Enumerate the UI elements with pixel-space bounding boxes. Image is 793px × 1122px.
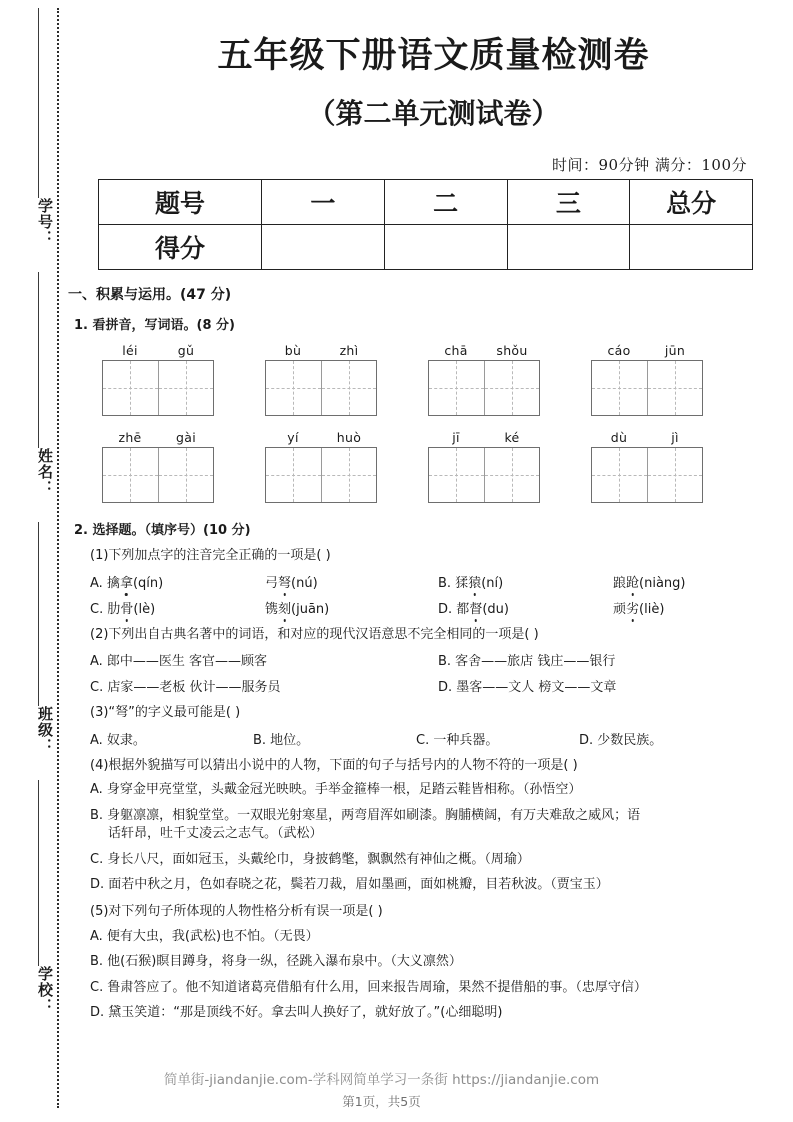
question-2-2-stem: (2)下列出自古典名著中的词语，和对应的现代汉语意思不完全相同的一项是( ) [90,626,539,642]
option-2-3-c[interactable]: C. 一种兵器。 [416,732,499,748]
pinyin-grid-row [64,343,793,416]
pinyin-label [102,343,214,358]
score-input-cell-total[interactable] [630,225,753,270]
option-2-1-a2[interactable] [265,572,438,591]
pinyin-syllable: yí [287,430,299,445]
option-2-4-a[interactable] [90,781,793,799]
option-text: A. 身穿金甲亮堂堂，头戴金冠光映映。手举金箍棒一根，足踏云鞋皆相称。（孙悟空） [90,782,582,798]
option-row [90,572,793,591]
option-dotted-char: 督 [469,598,482,617]
writing-cell[interactable] [592,448,647,502]
option-char: 都 [456,601,470,617]
exam-page [64,0,793,1122]
option-label: B. [438,575,452,591]
option-char: 镌 [265,601,279,617]
writing-cell[interactable] [429,361,484,415]
option-2-5-c[interactable] [90,979,793,997]
option-pinyin: (liè) [639,601,665,617]
writing-cell[interactable] [484,448,539,502]
pinyin-item [418,343,581,416]
writing-grid[interactable] [102,447,214,503]
writing-cell[interactable] [592,361,647,415]
option-label: C. [90,601,104,617]
writing-cell[interactable] [158,448,213,502]
option-2-3-a[interactable]: A. 奴隶。 [90,732,146,748]
score-input-cell-3[interactable] [507,225,630,270]
pinyin-syllable: jūn [664,343,686,358]
writing-grid[interactable] [591,360,703,416]
option-2-3-d[interactable]: D. 少数民族。 [579,732,663,748]
option-label: A. [90,575,103,591]
option-text: D. 面若中秋之月，色如春晓之花，鬓若刀裁，眉如墨画，面如桃瓣，目若秋波。（贾宝玉） [90,877,609,892]
option-2-2-b[interactable]: B. 客舍——旅店 钱庄——银行 [438,654,616,670]
option-dotted-char: 刻 [278,598,291,617]
option-2-4-c[interactable] [90,851,793,869]
table-header-cell: 题号 [99,180,262,225]
pinyin-syllable: léi [122,343,138,358]
seal-rule [38,780,39,966]
pinyin-item [92,343,255,416]
writing-grid[interactable] [591,447,703,503]
exam-meta-line: 时间：90分钟 满分：100分 [552,156,747,174]
option-2-2-c[interactable]: C. 店家——老板 伙计——服务员 [90,680,281,696]
pinyin-item [418,430,581,503]
table-header-cell-score: 得分 [99,225,262,270]
option-label: D. [438,601,453,617]
option-pinyin: (qín) [132,575,164,591]
option-dotted-char: 弩 [278,572,291,591]
pinyin-item [255,343,418,416]
option-2-3-b[interactable]: B. 地位。 [253,732,310,748]
score-input-cell-1[interactable] [262,225,385,270]
score-input-cell-2[interactable] [384,225,507,270]
pinyin-syllable: jì [671,430,679,445]
question-2-3-stem: (3)“弩”的字义最可能是( ) [90,705,241,721]
writing-grid[interactable] [265,447,377,503]
writing-grid[interactable] [102,360,214,416]
pinyin-label [591,343,703,358]
option-row [90,729,793,748]
option-2-4-d[interactable] [90,876,793,894]
table-row [99,180,753,225]
writing-grid[interactable] [428,360,540,416]
seal-label-name: 姓名： [36,448,54,496]
option-pinyin: (ní) [481,575,504,591]
pinyin-syllable: huò [336,430,362,445]
question-2-title: 2. 选择题。（填序号）(10 分) [74,523,251,538]
option-2-1-c2[interactable] [265,598,438,617]
seal-label-class: 班级： [36,706,54,754]
option-text-continued: 话轩昂，吐千丈凌云之志气。（武松） [108,826,323,842]
footer-watermark: 简单街-jiandanjie.com-学科网简单学习一条街 https://jiandanjie.com [163,1072,600,1088]
pinyin-syllable: dù [610,430,628,445]
pinyin-syllable: cáo [607,343,631,358]
seal-dotted-line [57,8,59,1108]
question-2-1-stem: (1)下列加点字的注音完全正确的一项是( ) [90,548,331,563]
option-text: B. 身躯凛凛，相貌堂堂。一双眼光射寒星，两弯眉浑如刷漆。胸脯横阔，有万夫难敌之威风；语 [90,807,641,823]
option-2-1-b[interactable] [438,572,613,591]
option-row [90,676,793,695]
option-char: 猱 [455,575,469,591]
pinyin-label [591,430,703,445]
pinyin-syllable: gǔ [177,343,195,358]
pinyin-label [102,430,214,445]
option-pinyin: (nú) [291,575,318,591]
writing-cell[interactable] [158,361,213,415]
pinyin-syllable: bù [284,343,302,358]
pinyin-item [255,430,418,503]
option-2-4-b[interactable] [90,807,793,844]
seal-rule [38,272,39,448]
option-char: 踉 [613,575,627,591]
seal-rule [38,522,39,706]
page-title: 五年级下册语文质量检测卷 [217,35,650,76]
option-text: C. 鲁肃答应了。他不知道诸葛亮借船有什么用，回来报告周瑜，果然不提借船的事。（忠厚守信） [90,979,647,995]
option-text: C. 身长八尺，面如冠玉，头戴纶巾，身披鹤氅，飘飘然有神仙之概。（周瑜） [90,851,530,867]
option-pinyin: (juān) [291,601,330,617]
seal-margin [0,0,64,1122]
option-dotted-char: 猿 [468,572,481,591]
option-char: 弓 [265,575,279,591]
option-pinyin: (du) [482,601,509,617]
page-subtitle: （第二单元测试卷） [307,97,560,130]
writing-grid[interactable] [265,360,377,416]
option-row [90,650,793,669]
option-2-5-a[interactable] [90,928,793,946]
pinyin-syllable: ké [504,430,520,445]
table-row [99,225,753,270]
writing-cell[interactable] [647,448,702,502]
writing-cell[interactable] [321,448,376,502]
option-2-1-b2[interactable] [613,572,773,591]
option-2-1-d[interactable] [438,598,613,617]
table-cell-section-2: 二 [384,180,507,225]
writing-cell[interactable] [321,361,376,415]
option-text: B. 他(石猴)瞑目蹲身，将身一纵，径跳入瀑布泉中。（大义凛然） [90,954,462,970]
table-cell-section-1: 一 [262,180,385,225]
question-2-5-stem: (5)对下列句子所体现的人物性格分析有误一项是( ) [90,904,383,920]
writing-cell[interactable] [647,361,702,415]
pinyin-syllable: jī [452,430,460,445]
option-text: D. 黛玉笑道：“那是顶线不好。拿去叫人换好了，就好放了。”(心细聪明) [90,1005,503,1021]
writing-cell[interactable] [266,361,321,415]
table-cell-section-3: 三 [507,180,630,225]
option-dotted-char: 拿 [120,572,133,591]
option-row [90,598,793,617]
pinyin-label [428,430,540,445]
pinyin-syllable: zhì [339,343,359,358]
writing-cell[interactable] [484,361,539,415]
pinyin-item [92,430,255,503]
option-char: 顽 [613,601,627,617]
option-dotted-char: 劣 [626,598,639,617]
option-text: A. 便有大虫，我(武松)也不怕。（无畏） [90,929,319,944]
option-dotted-char: 跄 [626,572,639,591]
question-1-title: 1. 看拼音，写词语。(8 分) [74,318,235,333]
seal-rule [38,8,39,198]
writing-cell[interactable] [103,448,158,502]
writing-cell[interactable] [103,361,158,415]
option-char: 擒 [106,575,120,591]
pinyin-item [581,343,744,416]
option-2-1-d2[interactable] [613,598,773,617]
option-2-5-d[interactable] [90,1004,793,1022]
option-pinyin: (lè) [133,601,156,617]
pinyin-label [428,343,540,358]
option-pinyin: (niàng) [639,575,686,591]
section-heading-one: 一、积累与运用。(47 分) [68,287,232,303]
pinyin-item [581,430,744,503]
pinyin-label [265,343,377,358]
option-2-2-d[interactable]: D. 墨客——文人 榜文——文章 [438,680,617,696]
option-2-2-a[interactable]: A. 郎中——医生 客官——顾客 [90,654,268,670]
score-table [98,179,753,270]
option-2-1-c[interactable] [90,598,265,617]
footer-page-number: 第1页，共5页 [342,1094,421,1109]
option-2-1-a[interactable] [90,572,265,591]
writing-cell[interactable] [429,448,484,502]
pinyin-syllable: gài [176,430,196,445]
table-cell-total: 总分 [630,180,753,225]
option-char: 肋 [107,601,121,617]
pinyin-grid-row [64,430,793,503]
pinyin-label [265,430,377,445]
seal-label-school: 学校： [36,966,54,1014]
question-2-4-stem: (4)根据外貌描写可以猜出小说中的人物，下面的句子与括号内的人物不符的一项是( ) [90,757,578,773]
writing-grid[interactable] [428,447,540,503]
pinyin-syllable: zhē [118,430,142,445]
option-2-5-b[interactable] [90,953,793,971]
writing-cell[interactable] [266,448,321,502]
seal-label-student-id: 学号： [36,198,54,246]
pinyin-syllable: shǒu [496,343,528,358]
option-dotted-char: 骨 [120,598,133,617]
pinyin-syllable: chā [444,343,468,358]
